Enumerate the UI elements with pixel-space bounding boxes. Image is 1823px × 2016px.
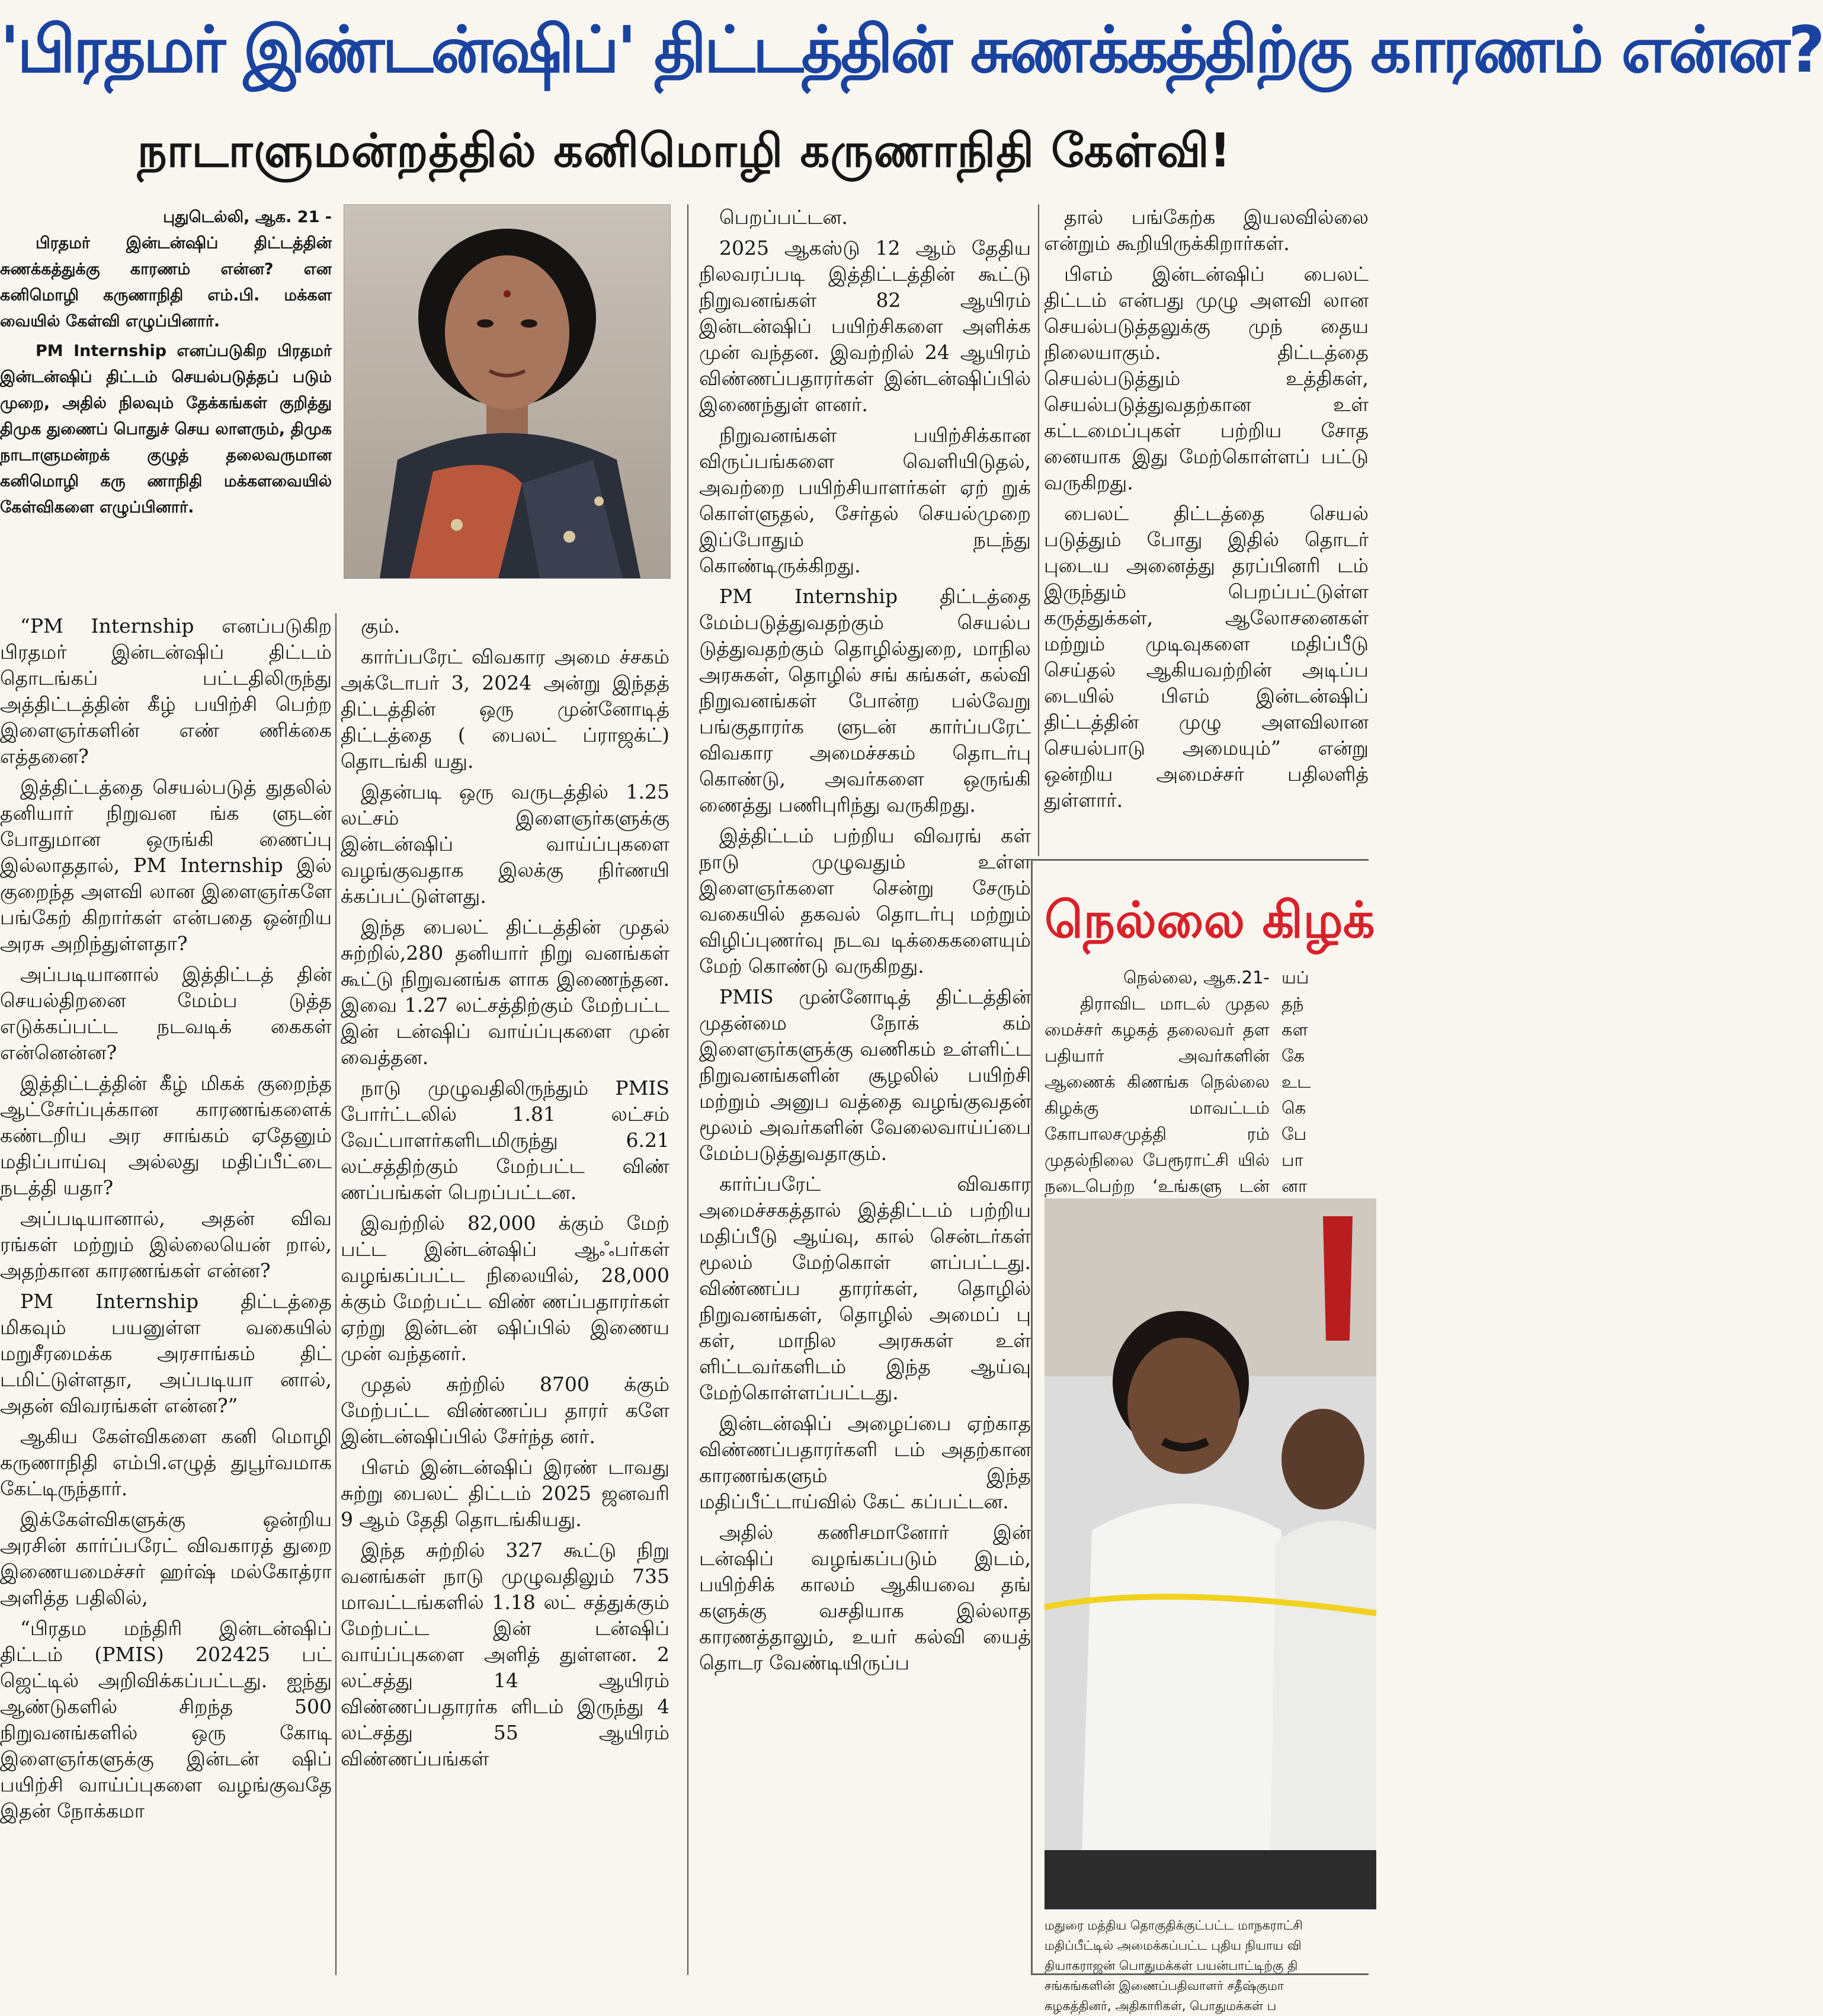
article-paragraph: இவற்றில் 82,000 க்கும் மேற் பட்ட இன்டன்ஷிப் ஆஃபர்கள் வழங்கப்பட்ட நிலையில், 28,000 க்கும் மேற்பட்ட விண் ணப்பதாரர்கள் ஏற்று இன்டன் ஷிப்பில் இணைய முன் வந்தனர். [341,1211,669,1365]
article-paragraph: ஆகிய கேள்விகளை கனி மொழி கருணாநிதி எம்பி.எழுத் துபூர்வமாக கேட்டிருந்தார். [0,1425,332,1500]
sidebar-fragment: கெ [1281,1098,1306,1118]
article-paragraph: பைலட் திட்டத்தை செயல் படுத்தும் போது இதில் தொடர் புடைய அனைத்து தரப்பினரி டம் இருந்தும் பெறப்பட்டுள்ள கருத்துக்கள், ஆலோசனைகள் மற்றும் முடிவுகளை மதிப்பீடு செய்தல் ஆகியவற்றின் அடிப்ப டையில் பிஎம் இன்டன்ஷிப் திட்டத்தின் முழு அளவிலான செயல்பாடு அமையும்” என்று ஒன்றிய அமைச்சர் பதிலளித் துள்ளார். [1044,502,1369,812]
article-paragraph: PM Internship திட்டத்தை மிகவும் பயனுள்ள வகையில் மறுசீரமைக்க அரசாங்கம் திட் டமிட்டுள்ளதா, அப்படியா னால், அதன் விவரங்கள் என்ன?” [0,1290,332,1417]
subheadline: நாடாளுமன்றத்தில் கனிமொழி கருணாநிதி கேள்வி! [137,124,1232,178]
article-paragraph: அப்படியானால் இத்திட்டத் தின் செயல்திறனை மேம்ப டுத்த எடுக்கப்பட்ட நடவடிக் கைகள் என்னென்ன? [0,963,332,1064]
event-illustration [1045,1198,1376,1909]
column-rule [335,613,337,1975]
article-column-1 [0,613,332,1975]
sidebar-fragment: யப் [1281,967,1309,988]
article-paragraph: இந்த சுற்றில் 327 கூட்டு நிறு வனங்கள் நாடு முழுவதிலும் 735 மாவட்டங்களில் 1.18 லட் சத்துக்கும் மேற்பட்ட இன் டன்ஷிப் வாய்ப்புகளை அளித் துள்ளன. 2 லட்சத்து 14 ஆயிரம் விண்ணப்பதாரர்க ளிடம் இருந்து 4 லட்சத்து 55 ஆயிரம் விண்ணப்பங்கள் [341,1539,669,1770]
article-paragraph: PM Internship திட்டத்தை மேம்படுத்துவதற்கும் செயல்ப டுத்துவதற்கும் தொழில்துறை, மாநில அரசுகள், தொழில் சங் கங்கள், கல்வி நிறுவனங்கள் போன்ற பல்வேறு பங்குதாரர்க ளுடன் கார்ப்பரேட் விவகார அமைச்சகம் தொடர்பு கொண்டு, அவர்களை ஒருங்கி ணைத்து பணிபுரிந்து வருகிறது. [699,585,1031,816]
sidebar-fragment: தந் [1281,993,1304,1014]
article-paragraph: இத்திட்டத்தை செயல்படுத் துதலில் தனியார் நிறுவன ங்க ளுடன் போதுமான ஒருங்கி ணைப்பு இல்லாததால், PM Internship இல் குறைந்த அளவி லான இளைஞர்களே பங்கேற் கிறார்கள் என்பதை ஒன்றிய அரசு அறிந்துள்ளதா? [0,775,332,955]
sidebar-fragment: பே [1281,1124,1307,1144]
article-paragraph: அப்படியானால், அதன் விவ ரங்கள் மற்றும் இல்லையென் றால், அதற்கான காரணங்கள் என்ன? [0,1207,332,1282]
portrait-photo [344,204,671,579]
sidebar-fragment: உட [1281,1072,1311,1092]
article-paragraph: கார்ப்பரேட் விவகார அமைச்சகத்தால் இத்திட்டம் பற்றிய மதிப்பீடு ஆய்வு, கால் சென்டர்கள் மூலம் மேற்கொள் ளப்பட்டது. விண்ணப்ப தாரர்கள், தொழில் நிறுவனங்கள், தொழில் அமைப் பு கள், மாநில அரசுகள் உள் ளிட்டவர்களிடம் இந்த ஆய்வு மேற்கொள்ளப்பட்டது. [699,1172,1031,1404]
article-paragraph: நாடு முழுவதிலிருந்தும் PMIS போர்ட்டலில் 1.81 லட்சம் வேட்பாளர்களிடமிருந்து 6.21 லட்சத்திற்கும் மேற்பட்ட விண் ணப்பங்கள் பெறப்பட்டன. [341,1076,669,1204]
article-paragraph: இத்திட்டம் பற்றிய விவரங் கள் நாடு முழுவதும் உள்ள இளைஞர்களை சென்று சேரும் வகையில் தகவல் தொடர்பு மற்றும் விழிப்புணர்வு நடவ டிக்கைகளையும் மேற் கொண்டு வருகிறது. [699,824,1031,977]
sidebar-fragment: கள [1281,1020,1308,1040]
sidebar-photo [1045,1198,1376,1909]
lede-paragraph: பிரதமர் இன்டன்ஷிப் திட்டத்தின் சுணக்கத்துக்கு காரணம் என்ன? என கனிமொழி கருணாநிதி எம்.பி. மக்கள வையில் கேள்வி எழுப்பினார். [0,234,332,331]
article-paragraph: இத்திட்டத்தின் கீழ் மிகக் குறைந்த ஆட்சேர்ப்புக்கான காரணங்களைக் கண்டறிய அர சாங்கம் ஏதேனும் மதிப்பாய்வு அல்லது மதிப்பீட்டை நடத்தி யதா? [0,1072,332,1199]
article-paragraph: அதில் கணிசமானோர் இன் டன்ஷிப் வழங்கப்படும் இடம், பயிற்சிக் காலம் ஆகியவை தங் களுக்கு வசதியாக இல்லாத காரணத்தாலும், உயர் கல்வி யைத் தொடர வேண்டியிருப்ப [699,1521,1031,1674]
column-rule [1038,204,1039,856]
article-paragraph: 2025 ஆகஸ்டு 12 ஆம் தேதிய நிலவரப்படி இத்திட்டத்தின் கூட்டு நிறுவனங்கள் 82 ஆயிரம் இன்டன்ஷிப் பயிற்சிகளை அளிக்க முன் வந்தன. இவற்றில் 24 ஆயிரம் விண்ணப்பதாரர்கள் இன்டன்ஷிப்பில் இணைந்துள் ளனர். [699,236,1031,416]
lede-paragraph: PM Internship எனப்படுகிற பிரதமர் இன்டன்ஷிப் திட்டம் செயல்படுத்தப் படும் முறை, அதில் நிலவும் தேக்கங்கள் குறித்து திமுக துணைப் பொதுச் செய லாளரும், திமுக நாடாளுமன்றக் குழுத் தலைவருமான கனிமொழி கரு ணாநிதி மக்களவையில் கேள்விகளை எழுப்பினார். [0,342,332,517]
sidebar-article [1031,859,1375,2013]
sidebar-right-fragments [1281,964,1364,1196]
article-paragraph: தால் பங்கேற்க இயலவில்லை என்றும் கூறியிருக்கிறார்கள். [1044,206,1369,255]
caption-line: தியாகராஜன் பொதுமக்கள் பயன்பாட்டிற்கு தி [1045,1959,1298,1973]
article-paragraph: பிஎம் இன்டன்ஷிப் பைலட் திட்டம் என்பது முழு அளவி லான செயல்படுத்தலுக்கு முந் தைய நிலையாகும். திட்டத்தை செயல்படுத்தும் உத்திகள், செயல்படுத்துவதற்கான உள் கட்டமைப்புகள் பற்றிய சோத னையாக இது மேற்கொள்ளப் பட்டு வருகிறது. [1044,262,1369,494]
article-paragraph: பெறப்பட்டன. [719,206,848,229]
caption-line: சங்கங்களின் இணைப்பதிவாளர் சதீஷ்குமா [1045,1979,1284,1993]
column-rule [687,204,688,1975]
article-paragraph: இன்டன்ஷிப் அழைப்பை ஏற்காத விண்ணப்பதாரர்களி டம் அதற்கான காரணங்களும் இந்த மதிப்பீட்டாய்வில் கேட் கப்பட்டன. [699,1412,1031,1513]
sidebar-headline: நெல்லை கிழக் [1045,891,1375,949]
caption-line: கழகத்தினர், அதிகாரிகள், பொதுமக்கள் ப [1045,1999,1277,2013]
article-paragraph: கார்ப்பரேட் விவகார அமை ச்சகம் அக்டோபர் 3, 2024 அன்று இந்தத் திட்டத்தின் ஒரு முன்னோடித் திட்டத்தை ( பைலட் ப்ராஜக்ட்) தொடங்கி யது. [341,645,669,773]
article-paragraph: PMIS முன்னோடித் திட்டத்தின் முதன்மை நோக் கம் இளைஞர்களுக்கு வணிகம் உள்ளிட்ட நிறுவனங்களின் சூழலில் பயிற்சி மற்றும் அனுப வத்தை வழங்குவதன் மூலம் அவர்களின் வேலைவாய்ப்பை மேம்படுத்துவதாகும். [699,985,1031,1165]
article-paragraph: இந்த பைலட் திட்டத்தின் முதல் சுற்றில்,280 தனியார் நிறு வனங்கள் கூட்டு நிறுவனங்க ளாக இணைந்தன. இவை 1.27 லட்சத்திற்கும் மேற்பட்ட இன் டன்ஷிப் வாய்ப்புகளை முன் வைத்தன. [341,915,669,1069]
portrait-illustration [344,205,670,578]
article-paragraph: முதல் சுற்றில் 8700 க்கும் மேற்பட்ட விண்ணப்ப தாரர் களே இன்டன்ஷிப்பில் சேர்ந்த னர். [341,1373,669,1448]
article-column-4 [1044,204,1369,856]
article-paragraph: இக்கேள்விகளுக்கு ஒன்றிய அரசின் கார்ப்பரேட் விவகாரத் துறை இணையமைச்சர் ஹர்ஷ் மல்கோத்ரா அளித்த பதிலில், [0,1508,332,1609]
headline: 'பிரதமர் இண்டன்ஷிப்' திட்டத்தின் சுணக்கத்திற்கு காரணம் என்ன? [0,13,1823,87]
sidebar-fragment: னா [1281,1176,1308,1196]
dateline: புதுடெல்லி, ஆக. 21 - [163,208,332,226]
sidebar-paragraph: திராவிட மாடல் முதல மைச்சர் கழகத் தலைவர் தள பதியார் அவர்களின் ஆணைக் கிணங்க நெல்லை கிழக்கு மாவட்டம் கோபாலசமுத்தி ரம் முதல்நிலை பேரூராட்சி யில் நடைபெற்ற ‘உங்களு டன் [1045,993,1270,1196]
article-paragraph: நிறுவனங்கள் பயிற்சிக்கான விருப்பங்களை வெளியிடுதல், அவற்றை பயிற்சியாளர்கள் ஏற் றுக் கொள்ளுதல், சேர்தல் செயல்முறை இப்போதும் நடந்து கொண்டிருக்கிறது. [699,424,1031,577]
sidebar-text [1045,964,1270,1196]
sidebar-fragment: பா [1281,1150,1303,1170]
sidebar-dateline: நெல்லை, ஆக.21- [1123,967,1270,988]
article-paragraph: “பிரதம மந்திரி இன்டன்ஷிப் திட்டம் (PMIS) 202425 பட் ஜெட்டில் அறிவிக்கப்பட்டது. ஐந்து ஆண்டுகளில் சிறந்த 500 நிறுவனங்களில் ஒரு கோடி இளைஞர்களுக்கு இன்டன் ஷிப் பயிற்சி வாய்ப்புகளை வழங்குவதே இதன் நோக்கமா [0,1617,332,1822]
lede-block [0,204,332,610]
article-paragraph: பிஎம் இன்டன்ஷிப் இரண் டாவது சுற்று பைலட் திட்டம் 2025 ஜனவரி 9 ஆம் தேதி தொடங்கியது. [341,1456,669,1531]
sidebar-caption [1045,1915,1376,2013]
article-column-2 [341,613,669,1975]
article-column-3 [699,204,1031,1975]
caption-line: மதிப்பீட்டில் அமைக்கப்பட்ட புதிய நியாய வி [1045,1938,1302,1953]
article-paragraph: கும். [361,614,401,637]
article-paragraph: “PM Internship எனப்படுகிற பிரதமர் இன்டன்ஷிப் திட்டம் தொடங்கப் பட்டதிலிருந்து அத்திட்டத்தின் கீழ் பயிற்சி பெற்ற இளைஞர்களின் எண் ணிக்கை எத்தனை? [0,614,332,768]
article-paragraph: இதன்படி ஒரு வருடத்தில் 1.25 லட்சம் இளைஞர்களுக்கு இன்டன்ஷிப் வாய்ப்புகளை வழங்குவதாக இலக்கு நிர்ணயி க்கப்பட்டுள்ளது. [341,780,669,908]
sidebar-fragment: கே [1281,1046,1305,1066]
caption-line: மதுரை மத்திய தொகுதிக்குட்பட்ட மாநகராட்சி [1045,1918,1303,1932]
